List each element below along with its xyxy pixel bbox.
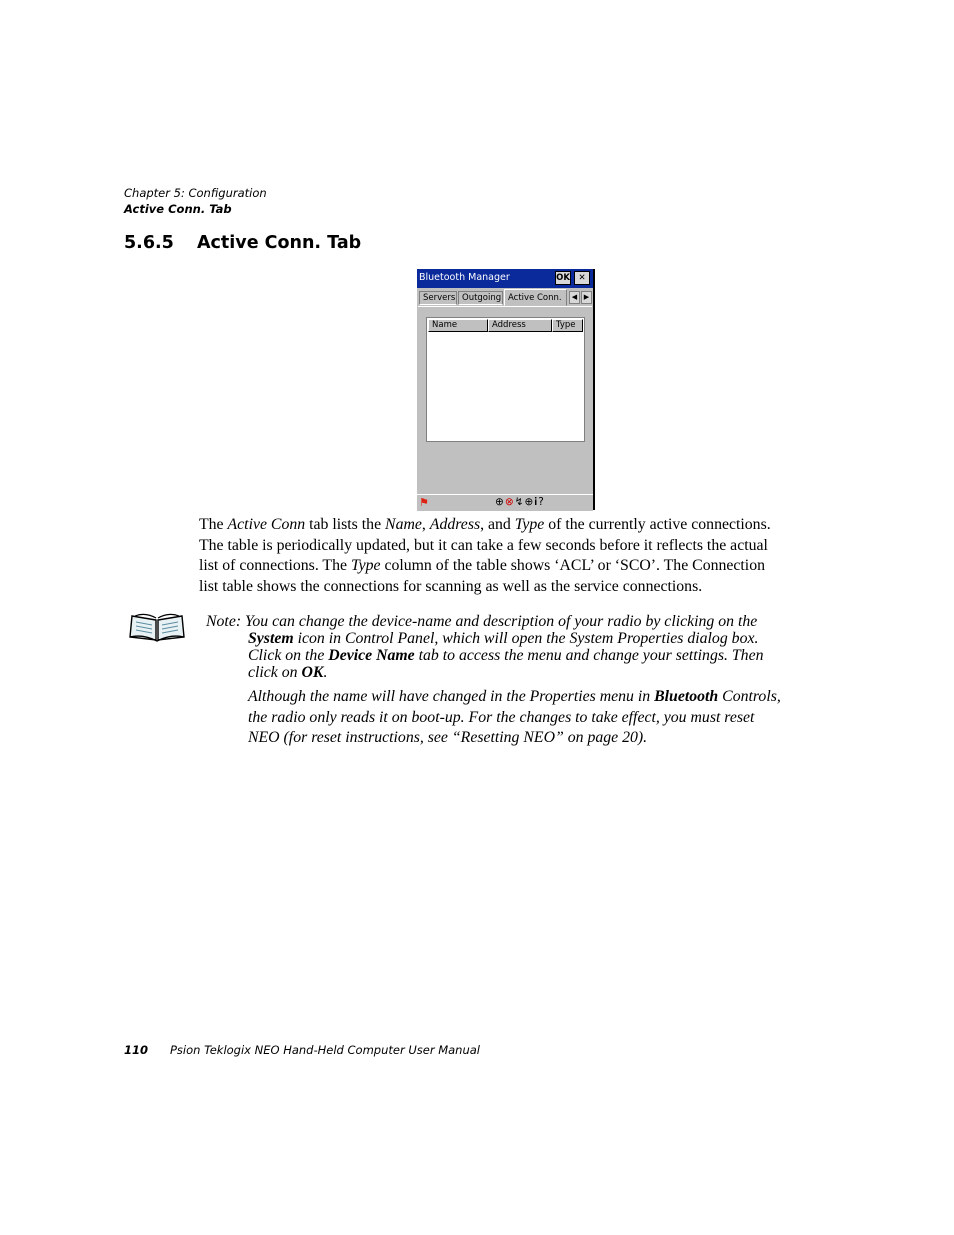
- window-title: Bluetooth Manager: [419, 272, 510, 283]
- section-heading: [124, 233, 361, 253]
- note-block: [206, 613, 816, 749]
- column-type[interactable]: Type: [552, 319, 583, 332]
- ok-button[interactable]: OK: [556, 273, 570, 283]
- body-line: list of connections. The Type column of the table shows ‘ACL’ or ‘SCO’. The Connection: [199, 557, 765, 574]
- bluetooth-manager-screenshot: [417, 269, 595, 510]
- title-bar: [417, 269, 593, 288]
- tab-scroll-left-icon[interactable]: ◀: [569, 291, 580, 304]
- body-line: list table shows the connections for scanning as well as the service connections.: [199, 577, 703, 595]
- column-address[interactable]: Address: [488, 319, 552, 332]
- note-line: Although the name will have changed in the Properties menu in Bluetooth Controls,: [248, 688, 781, 705]
- bluetooth-icon[interactable]: ⊗: [504, 496, 515, 508]
- note-line: NEO (for reset instructions, see “Resetting NEO” on page 20).: [248, 729, 648, 746]
- running-head-section: Active Conn. Tab: [124, 202, 232, 216]
- active-conn-panel: [418, 306, 592, 490]
- help-icon[interactable]: ?: [538, 496, 545, 508]
- page-number: 110: [124, 1043, 149, 1057]
- close-button[interactable]: ✕: [574, 271, 590, 285]
- running-head-chapter: Chapter 5: Configuration: [124, 186, 267, 200]
- page-footer: [124, 1043, 480, 1057]
- tab-servers[interactable]: Servers: [419, 291, 457, 305]
- note-paragraph-2: [206, 687, 816, 749]
- system-tray: [495, 496, 545, 509]
- body-paragraph: [199, 515, 811, 597]
- network-icon[interactable]: ⊕: [524, 496, 535, 508]
- sync-icon[interactable]: ↯: [514, 496, 525, 508]
- note-line: System icon in Control Panel, which will open the System Properties dialog box.: [248, 630, 759, 647]
- tab-outgoing[interactable]: Outgoing: [458, 291, 503, 305]
- running-head: [124, 185, 267, 217]
- network-icon[interactable]: ⊕: [495, 496, 505, 508]
- list-header: [427, 318, 584, 333]
- section-title: Active Conn. Tab: [197, 233, 362, 253]
- body-line: The Active Conn tab lists the Name, Address, and Type of the currently active connections.: [199, 516, 771, 533]
- taskbar: [417, 494, 593, 511]
- note-line: click on OK.: [248, 664, 328, 681]
- note-line: Note: You can change the device-name and description of your radio by clicking on the: [206, 613, 758, 630]
- tab-scroll-right-icon[interactable]: ▶: [581, 291, 592, 304]
- body-line: The table is periodically updated, but it can take a few seconds before it reflects the actual: [199, 536, 768, 554]
- note-book-icon: [128, 610, 186, 642]
- column-name[interactable]: Name: [428, 319, 488, 332]
- start-flag-icon[interactable]: ⚑: [419, 496, 429, 509]
- info-icon[interactable]: 𝐢: [534, 496, 539, 508]
- note-line: Click on the Device Name tab to access the menu and change your settings. Then: [248, 647, 764, 664]
- note-line: the radio only reads it on boot-up. For the changes to take effect, you must reset: [248, 708, 755, 726]
- section-number: 5.6.5: [124, 233, 174, 253]
- connections-list[interactable]: [426, 317, 585, 442]
- tab-active-conn[interactable]: Active Conn.: [504, 289, 567, 306]
- tab-strip: [417, 289, 593, 306]
- manual-title: Psion Teklogix NEO Hand-Held Computer User Manual: [170, 1043, 480, 1057]
